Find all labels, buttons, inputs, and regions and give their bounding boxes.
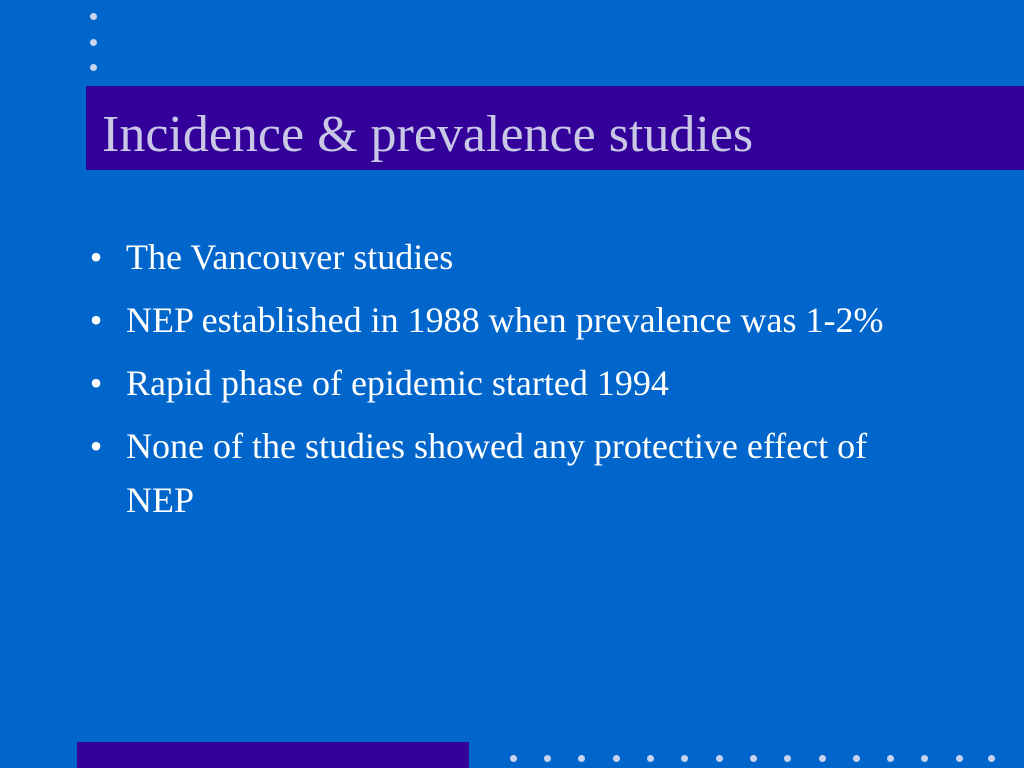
decorative-dot: [750, 755, 757, 762]
decorative-dot: [956, 755, 963, 762]
bullet-icon: •: [89, 237, 103, 277]
decorative-dot: [578, 755, 585, 762]
bullet-list: [86, 230, 926, 536]
bullet-text: NEP established in 1988 when prevalence was 1-2%: [126, 300, 884, 340]
decorative-dot: [90, 13, 97, 20]
bullet-icon: •: [89, 363, 103, 403]
bullet-icon: •: [89, 426, 103, 466]
decorative-dot: [613, 755, 620, 762]
decorative-dot: [853, 755, 860, 762]
decorative-dot: [988, 755, 995, 762]
bullet-item: [86, 293, 926, 347]
decorative-dot: [784, 755, 791, 762]
decorative-dot: [819, 755, 826, 762]
decorative-dot: [647, 755, 654, 762]
bullet-text: None of the studies showed any protective effect of NEP: [126, 426, 868, 520]
bullet-text: The Vancouver studies: [126, 237, 454, 277]
bullet-icon: •: [89, 300, 103, 340]
decorative-dot: [510, 755, 517, 762]
bullet-text: Rapid phase of epidemic started 1994: [126, 363, 669, 403]
decorative-dot: [544, 755, 551, 762]
decorative-dot: [90, 64, 97, 71]
decorative-dot: [681, 755, 688, 762]
bullet-item: [86, 356, 926, 410]
slide-title: Incidence & prevalence studies: [102, 106, 754, 163]
decorative-dot: [716, 755, 723, 762]
footer-bar: [77, 742, 469, 768]
decorative-dot: [887, 755, 894, 762]
decorative-dot: [921, 755, 928, 762]
bullet-item: [86, 230, 926, 284]
bullet-item: [86, 419, 926, 527]
decorative-dot: [90, 39, 97, 46]
